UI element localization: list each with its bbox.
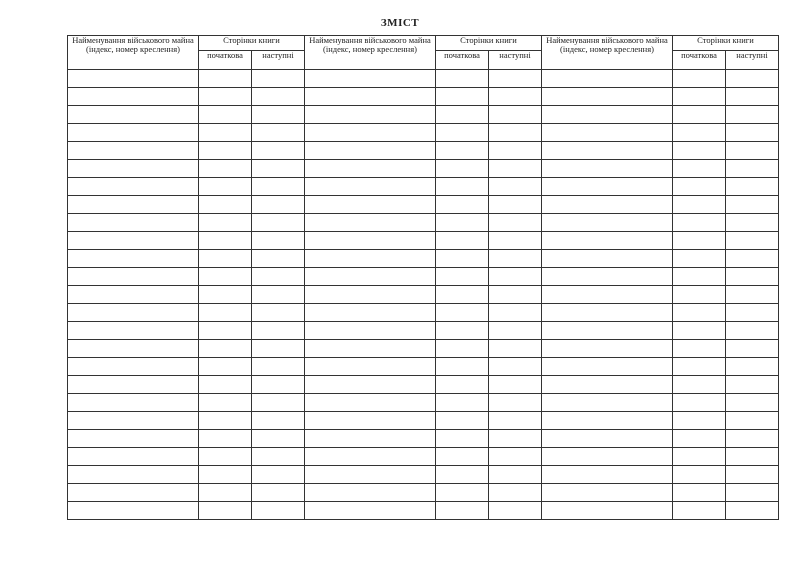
item-name-cell-2[interactable] — [305, 142, 436, 160]
initial-page-cell-1[interactable] — [199, 70, 252, 88]
item-name-cell-3[interactable] — [542, 124, 673, 142]
table-row — [68, 124, 779, 142]
item-name-cell-2[interactable] — [305, 70, 436, 88]
item-name-cell-2[interactable] — [305, 124, 436, 142]
following-pages-cell-2[interactable] — [489, 358, 542, 376]
header-following-pages-1: наступні — [252, 51, 305, 70]
item-name-cell-2[interactable] — [305, 340, 436, 358]
initial-page-cell-1[interactable] — [199, 250, 252, 268]
following-pages-cell-1[interactable] — [252, 214, 305, 232]
following-pages-cell-3[interactable] — [726, 196, 779, 214]
table-row — [68, 142, 779, 160]
item-name-cell-2[interactable] — [305, 322, 436, 340]
table-row — [68, 322, 779, 340]
item-name-cell-2[interactable] — [305, 214, 436, 232]
item-name-cell-2[interactable] — [305, 88, 436, 106]
item-name-cell-3[interactable] — [542, 70, 673, 88]
initial-page-cell-1[interactable] — [199, 358, 252, 376]
item-name-cell-1[interactable] — [68, 484, 199, 502]
following-pages-cell-3[interactable] — [726, 322, 779, 340]
initial-page-cell-1[interactable] — [199, 214, 252, 232]
initial-page-cell-2[interactable] — [436, 70, 489, 88]
initial-page-cell-1[interactable] — [199, 88, 252, 106]
initial-page-cell-2[interactable] — [436, 106, 489, 124]
initial-page-cell-2[interactable] — [436, 178, 489, 196]
item-name-cell-3[interactable] — [542, 484, 673, 502]
initial-page-cell-3[interactable] — [673, 268, 726, 286]
initial-page-cell-2[interactable] — [436, 214, 489, 232]
item-name-cell-1[interactable] — [68, 412, 199, 430]
initial-page-cell-2[interactable] — [436, 124, 489, 142]
following-pages-cell-2[interactable] — [489, 88, 542, 106]
header-book-pages-1: Сторінки книги — [199, 36, 305, 51]
item-name-cell-3[interactable] — [542, 196, 673, 214]
table-row — [68, 88, 779, 106]
item-name-cell-2[interactable] — [305, 250, 436, 268]
item-name-cell-2[interactable] — [305, 376, 436, 394]
item-name-cell-1[interactable] — [68, 340, 199, 358]
following-pages-cell-2[interactable] — [489, 502, 542, 520]
following-pages-cell-1[interactable] — [252, 232, 305, 250]
table-body — [68, 70, 779, 520]
following-pages-cell-1[interactable] — [252, 268, 305, 286]
table-row — [68, 412, 779, 430]
table-row — [68, 304, 779, 322]
initial-page-cell-1[interactable] — [199, 340, 252, 358]
item-name-cell-3[interactable] — [542, 106, 673, 124]
following-pages-cell-2[interactable] — [489, 376, 542, 394]
initial-page-cell-2[interactable] — [436, 88, 489, 106]
following-pages-cell-1[interactable] — [252, 412, 305, 430]
initial-page-cell-3[interactable] — [673, 448, 726, 466]
item-name-cell-2[interactable] — [305, 196, 436, 214]
initial-page-cell-2[interactable] — [436, 322, 489, 340]
header-initial-page-2: початкова — [436, 51, 489, 70]
header-item-name-2: Найменування військового майна (індекс, номер креслення) — [305, 36, 436, 70]
table-row — [68, 70, 779, 88]
header-book-pages-3: Сторінки книги — [673, 36, 779, 51]
initial-page-cell-1[interactable] — [199, 430, 252, 448]
following-pages-cell-3[interactable] — [726, 286, 779, 304]
following-pages-cell-1[interactable] — [252, 106, 305, 124]
following-pages-cell-2[interactable] — [489, 196, 542, 214]
initial-page-cell-1[interactable] — [199, 376, 252, 394]
item-name-cell-1[interactable] — [68, 358, 199, 376]
initial-page-cell-1[interactable] — [199, 322, 252, 340]
following-pages-cell-2[interactable] — [489, 286, 542, 304]
initial-page-cell-1[interactable] — [199, 178, 252, 196]
initial-page-cell-3[interactable] — [673, 322, 726, 340]
item-name-cell-2[interactable] — [305, 466, 436, 484]
initial-page-cell-2[interactable] — [436, 358, 489, 376]
header-item-name-1: Найменування військового майна (індекс, номер креслення) — [68, 36, 199, 70]
item-name-cell-3[interactable] — [542, 448, 673, 466]
following-pages-cell-2[interactable] — [489, 304, 542, 322]
initial-page-cell-1[interactable] — [199, 124, 252, 142]
following-pages-cell-3[interactable] — [726, 376, 779, 394]
following-pages-cell-2[interactable] — [489, 412, 542, 430]
table-row — [68, 394, 779, 412]
initial-page-cell-1[interactable] — [199, 502, 252, 520]
table-row — [68, 376, 779, 394]
following-pages-cell-1[interactable] — [252, 88, 305, 106]
item-name-cell-1[interactable] — [68, 160, 199, 178]
item-name-cell-1[interactable] — [68, 394, 199, 412]
following-pages-cell-3[interactable] — [726, 70, 779, 88]
table-row — [68, 484, 779, 502]
initial-page-cell-3[interactable] — [673, 250, 726, 268]
item-name-cell-2[interactable] — [305, 484, 436, 502]
item-name-cell-1[interactable] — [68, 466, 199, 484]
item-name-cell-3[interactable] — [542, 358, 673, 376]
header-item-name-3: Найменування військового майна (індекс, номер креслення) — [542, 36, 673, 70]
initial-page-cell-2[interactable] — [436, 376, 489, 394]
following-pages-cell-1[interactable] — [252, 160, 305, 178]
following-pages-cell-3[interactable] — [726, 358, 779, 376]
following-pages-cell-1[interactable] — [252, 358, 305, 376]
table-row — [68, 340, 779, 358]
initial-page-cell-3[interactable] — [673, 142, 726, 160]
item-name-cell-1[interactable] — [68, 250, 199, 268]
initial-page-cell-1[interactable] — [199, 394, 252, 412]
item-name-cell-1[interactable] — [68, 178, 199, 196]
initial-page-cell-3[interactable] — [673, 106, 726, 124]
following-pages-cell-3[interactable] — [726, 88, 779, 106]
following-pages-cell-1[interactable] — [252, 376, 305, 394]
item-name-cell-1[interactable] — [68, 448, 199, 466]
following-pages-cell-3[interactable] — [726, 106, 779, 124]
item-name-cell-2[interactable] — [305, 178, 436, 196]
following-pages-cell-3[interactable] — [726, 502, 779, 520]
initial-page-cell-3[interactable] — [673, 376, 726, 394]
item-name-cell-1[interactable] — [68, 232, 199, 250]
initial-page-cell-1[interactable] — [199, 286, 252, 304]
item-name-cell-1[interactable] — [68, 124, 199, 142]
following-pages-cell-2[interactable] — [489, 106, 542, 124]
following-pages-cell-1[interactable] — [252, 484, 305, 502]
initial-page-cell-3[interactable] — [673, 88, 726, 106]
table-row — [68, 196, 779, 214]
following-pages-cell-3[interactable] — [726, 124, 779, 142]
initial-page-cell-1[interactable] — [199, 448, 252, 466]
page-title: ЗМІСТ — [380, 17, 420, 29]
following-pages-cell-2[interactable] — [489, 394, 542, 412]
following-pages-cell-1[interactable] — [252, 340, 305, 358]
following-pages-cell-2[interactable] — [489, 448, 542, 466]
following-pages-cell-3[interactable] — [726, 484, 779, 502]
initial-page-cell-3[interactable] — [673, 340, 726, 358]
item-name-cell-3[interactable] — [542, 286, 673, 304]
following-pages-cell-1[interactable] — [252, 142, 305, 160]
table-row — [68, 232, 779, 250]
initial-page-cell-3[interactable] — [673, 178, 726, 196]
item-name-cell-1[interactable] — [68, 214, 199, 232]
item-name-cell-1[interactable] — [68, 88, 199, 106]
initial-page-cell-1[interactable] — [199, 160, 252, 178]
item-name-cell-1[interactable] — [68, 106, 199, 124]
following-pages-cell-2[interactable] — [489, 250, 542, 268]
item-name-cell-3[interactable] — [542, 268, 673, 286]
initial-page-cell-2[interactable] — [436, 484, 489, 502]
following-pages-cell-2[interactable] — [489, 178, 542, 196]
item-name-cell-3[interactable] — [542, 304, 673, 322]
following-pages-cell-2[interactable] — [489, 466, 542, 484]
item-name-cell-1[interactable] — [68, 376, 199, 394]
following-pages-cell-3[interactable] — [726, 394, 779, 412]
item-name-cell-3[interactable] — [542, 430, 673, 448]
initial-page-cell-2[interactable] — [436, 466, 489, 484]
item-name-cell-2[interactable] — [305, 430, 436, 448]
following-pages-cell-1[interactable] — [252, 286, 305, 304]
following-pages-cell-1[interactable] — [252, 322, 305, 340]
following-pages-cell-3[interactable] — [726, 466, 779, 484]
following-pages-cell-3[interactable] — [726, 268, 779, 286]
following-pages-cell-2[interactable] — [489, 142, 542, 160]
initial-page-cell-2[interactable] — [436, 502, 489, 520]
initial-page-cell-2[interactable] — [436, 268, 489, 286]
initial-page-cell-1[interactable] — [199, 484, 252, 502]
item-name-cell-3[interactable] — [542, 160, 673, 178]
table-row — [68, 214, 779, 232]
item-name-cell-3[interactable] — [542, 214, 673, 232]
initial-page-cell-3[interactable] — [673, 214, 726, 232]
initial-page-cell-2[interactable] — [436, 304, 489, 322]
item-name-cell-2[interactable] — [305, 286, 436, 304]
initial-page-cell-2[interactable] — [436, 412, 489, 430]
following-pages-cell-1[interactable] — [252, 502, 305, 520]
initial-page-cell-2[interactable] — [436, 232, 489, 250]
following-pages-cell-2[interactable] — [489, 214, 542, 232]
initial-page-cell-1[interactable] — [199, 142, 252, 160]
following-pages-cell-1[interactable] — [252, 124, 305, 142]
table-row — [68, 268, 779, 286]
initial-page-cell-1[interactable] — [199, 232, 252, 250]
initial-page-cell-1[interactable] — [199, 196, 252, 214]
table-row — [68, 106, 779, 124]
initial-page-cell-2[interactable] — [436, 340, 489, 358]
following-pages-cell-1[interactable] — [252, 250, 305, 268]
item-name-cell-1[interactable] — [68, 502, 199, 520]
item-name-cell-1[interactable] — [68, 268, 199, 286]
following-pages-cell-1[interactable] — [252, 196, 305, 214]
following-pages-cell-1[interactable] — [252, 394, 305, 412]
initial-page-cell-1[interactable] — [199, 304, 252, 322]
following-pages-cell-3[interactable] — [726, 250, 779, 268]
initial-page-cell-3[interactable] — [673, 502, 726, 520]
header-initial-page-3: початкова — [673, 51, 726, 70]
item-name-cell-1[interactable] — [68, 196, 199, 214]
following-pages-cell-2[interactable] — [489, 322, 542, 340]
table-row — [68, 448, 779, 466]
item-name-cell-1[interactable] — [68, 322, 199, 340]
following-pages-cell-1[interactable] — [252, 466, 305, 484]
initial-page-cell-2[interactable] — [436, 160, 489, 178]
table-row — [68, 502, 779, 520]
item-name-cell-2[interactable] — [305, 106, 436, 124]
initial-page-cell-3[interactable] — [673, 124, 726, 142]
following-pages-cell-2[interactable] — [489, 232, 542, 250]
item-name-cell-3[interactable] — [542, 250, 673, 268]
header-book-pages-2: Сторінки книги — [436, 36, 542, 51]
following-pages-cell-2[interactable] — [489, 160, 542, 178]
following-pages-cell-2[interactable] — [489, 340, 542, 358]
following-pages-cell-3[interactable] — [726, 304, 779, 322]
header-initial-page-1: початкова — [199, 51, 252, 70]
initial-page-cell-3[interactable] — [673, 358, 726, 376]
item-name-cell-2[interactable] — [305, 268, 436, 286]
initial-page-cell-2[interactable] — [436, 448, 489, 466]
following-pages-cell-3[interactable] — [726, 232, 779, 250]
initial-page-cell-2[interactable] — [436, 196, 489, 214]
table-row — [68, 358, 779, 376]
item-name-cell-1[interactable] — [68, 70, 199, 88]
item-name-cell-3[interactable] — [542, 466, 673, 484]
table-row — [68, 160, 779, 178]
table-row — [68, 466, 779, 484]
item-name-cell-3[interactable] — [542, 178, 673, 196]
initial-page-cell-3[interactable] — [673, 160, 726, 178]
item-name-cell-1[interactable] — [68, 430, 199, 448]
item-name-cell-1[interactable] — [68, 286, 199, 304]
following-pages-cell-2[interactable] — [489, 268, 542, 286]
item-name-cell-3[interactable] — [542, 502, 673, 520]
item-name-cell-2[interactable] — [305, 448, 436, 466]
initial-page-cell-3[interactable] — [673, 394, 726, 412]
item-name-cell-1[interactable] — [68, 304, 199, 322]
following-pages-cell-3[interactable] — [726, 340, 779, 358]
table-row — [68, 178, 779, 196]
initial-page-cell-3[interactable] — [673, 304, 726, 322]
initial-page-cell-3[interactable] — [673, 484, 726, 502]
following-pages-cell-3[interactable] — [726, 160, 779, 178]
item-name-cell-2[interactable] — [305, 358, 436, 376]
item-name-cell-3[interactable] — [542, 394, 673, 412]
following-pages-cell-1[interactable] — [252, 448, 305, 466]
item-name-cell-1[interactable] — [68, 142, 199, 160]
item-name-cell-3[interactable] — [542, 340, 673, 358]
initial-page-cell-1[interactable] — [199, 268, 252, 286]
contents-table — [67, 35, 779, 520]
initial-page-cell-1[interactable] — [199, 106, 252, 124]
header-following-pages-2: наступні — [489, 51, 542, 70]
table-row — [68, 430, 779, 448]
table-row — [68, 286, 779, 304]
item-name-cell-2[interactable] — [305, 304, 436, 322]
item-name-cell-3[interactable] — [542, 88, 673, 106]
initial-page-cell-1[interactable] — [199, 412, 252, 430]
initial-page-cell-3[interactable] — [673, 430, 726, 448]
header-following-pages-3: наступні — [726, 51, 779, 70]
item-name-cell-2[interactable] — [305, 394, 436, 412]
item-name-cell-2[interactable] — [305, 232, 436, 250]
initial-page-cell-3[interactable] — [673, 286, 726, 304]
item-name-cell-2[interactable] — [305, 160, 436, 178]
following-pages-cell-1[interactable] — [252, 70, 305, 88]
initial-page-cell-2[interactable] — [436, 394, 489, 412]
following-pages-cell-3[interactable] — [726, 214, 779, 232]
initial-page-cell-3[interactable] — [673, 412, 726, 430]
initial-page-cell-2[interactable] — [436, 250, 489, 268]
item-name-cell-2[interactable] — [305, 502, 436, 520]
item-name-cell-3[interactable] — [542, 142, 673, 160]
following-pages-cell-3[interactable] — [726, 178, 779, 196]
item-name-cell-2[interactable] — [305, 412, 436, 430]
following-pages-cell-2[interactable] — [489, 484, 542, 502]
table-row — [68, 250, 779, 268]
initial-page-cell-3[interactable] — [673, 232, 726, 250]
following-pages-cell-3[interactable] — [726, 412, 779, 430]
initial-page-cell-3[interactable] — [673, 466, 726, 484]
following-pages-cell-2[interactable] — [489, 70, 542, 88]
item-name-cell-3[interactable] — [542, 412, 673, 430]
initial-page-cell-1[interactable] — [199, 466, 252, 484]
following-pages-cell-3[interactable] — [726, 448, 779, 466]
following-pages-cell-1[interactable] — [252, 178, 305, 196]
following-pages-cell-3[interactable] — [726, 430, 779, 448]
following-pages-cell-2[interactable] — [489, 124, 542, 142]
following-pages-cell-1[interactable] — [252, 430, 305, 448]
following-pages-cell-2[interactable] — [489, 430, 542, 448]
following-pages-cell-3[interactable] — [726, 142, 779, 160]
initial-page-cell-2[interactable] — [436, 142, 489, 160]
initial-page-cell-2[interactable] — [436, 286, 489, 304]
initial-page-cell-3[interactable] — [673, 196, 726, 214]
item-name-cell-3[interactable] — [542, 376, 673, 394]
item-name-cell-3[interactable] — [542, 322, 673, 340]
item-name-cell-3[interactable] — [542, 232, 673, 250]
initial-page-cell-2[interactable] — [436, 430, 489, 448]
initial-page-cell-3[interactable] — [673, 70, 726, 88]
following-pages-cell-1[interactable] — [252, 304, 305, 322]
